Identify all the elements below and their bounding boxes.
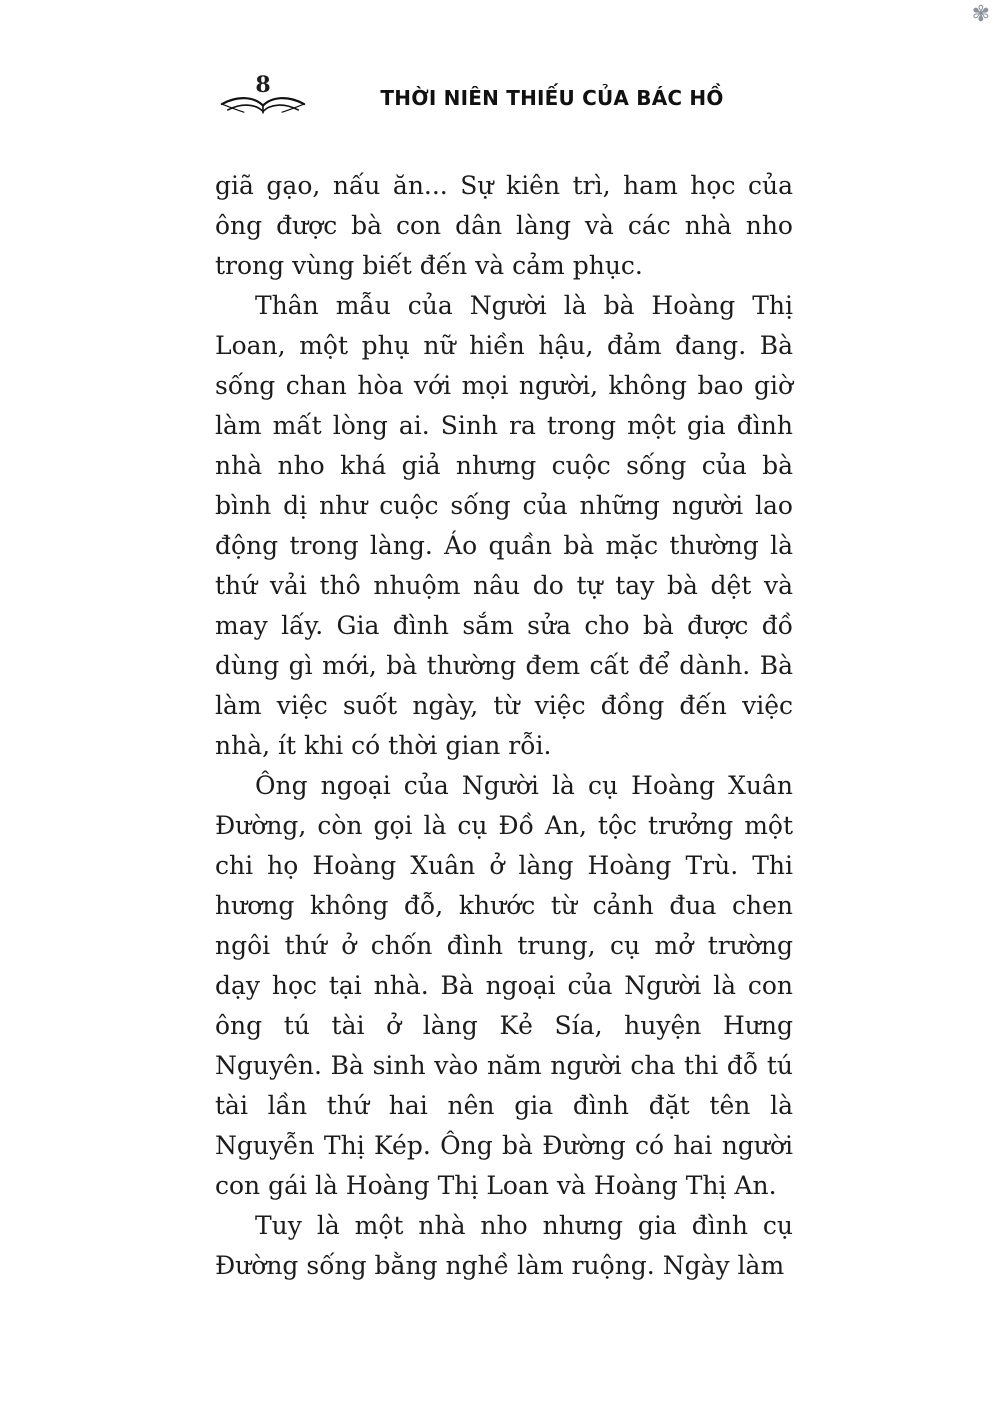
page-number-block [215,74,311,122]
flower-ornament-icon: ✾ [971,2,990,27]
page-body [215,166,793,1286]
paragraph: Thân mẫu của Người là bà Hoàng Thị Loan, một phụ nữ hiền hậu, đảm đang. Bà sống chan hòa với mọi người, không bao giờ làm mất lòng ai. Sinh ra trong một gia đình nhà nho khá giả nhưng cuộc sống của bà bình dị như cuộc sống của những người lao động trong làng. Áo quần bà mặc thường là thứ vải thô nhuộm nâu do tự tay bà dệt và may lấy. Gia đình sắm sửa cho bà được đồ dùng gì mới, bà thường đem cất để dành. Bà làm việc suốt ngày, từ việc đồng đến việc nhà, ít khi có thời gian rỗi. [215,291,793,760]
paragraph: Tuy là một nhà nho nhưng gia đình cụ Đường sống bằng nghề làm ruộng. Ngày làm [215,1211,793,1280]
page-header [215,74,793,122]
paragraph: Ông ngoại của Người là cụ Hoàng Xuân Đường, còn gọi là cụ Đồ An, tộc trưởng một chi họ Hoàng Xuân ở làng Hoàng Trù. Thi hương không đỗ, khước từ cảnh đua chen ngôi thứ ở chốn đình trung, cụ mở trường dạy học tại nhà. Bà ngoại của Người là con ông tú tài ở làng Kẻ Sía, huyện Hưng Nguyên. Bà sinh vào năm người cha thi đỗ tú tài lần thứ hai nên gia đình đặt tên là Nguyễn Thị Kép. Ông bà Đường có hai người con gái là Hoàng Thị Loan và Hoàng Thị An. [215,771,793,1200]
paragraph: giã gạo, nấu ăn... Sự kiên trì, ham học của ông được bà con dân làng và các nhà nho trong vùng biết đến và cảm phục. [215,171,793,280]
page-number: 8 [255,72,271,98]
running-header-title: THỜI NIÊN THIẾU CỦA BÁC HỒ [380,86,724,110]
